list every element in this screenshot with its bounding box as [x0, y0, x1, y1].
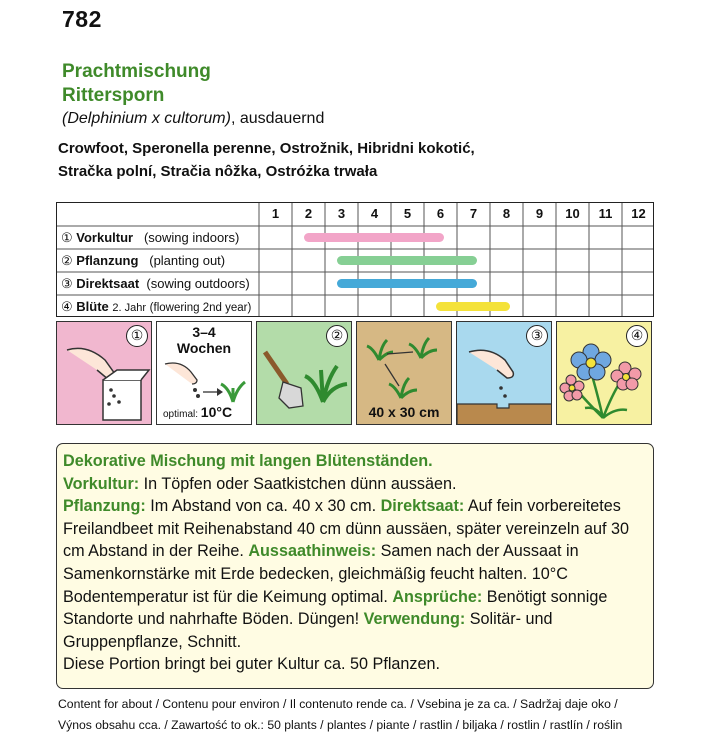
pictogram-germination [156, 321, 252, 425]
optimal-temperature [163, 404, 232, 420]
row-pflanzung [61, 253, 225, 269]
pictogram-flowering [556, 321, 652, 425]
month-11: 11 [598, 206, 613, 221]
label-direktsaat: Direktsaat: [380, 497, 465, 516]
badge-3: ③ [526, 325, 548, 347]
description-headline: Dekorative Mischung mit langen Blütenständen. [63, 452, 433, 470]
temperature-value: 10°C [200, 404, 233, 420]
pictogram-row [56, 321, 654, 425]
bar-bluete [436, 302, 510, 311]
bar-vorkultur [304, 233, 444, 242]
title-line-2: Rittersporn [62, 85, 165, 106]
bar-pflanzung [337, 256, 477, 265]
month-9: 9 [535, 206, 544, 221]
row-vorkultur [61, 230, 239, 246]
label-pflanzung: Pflanzung: [63, 497, 146, 516]
common-names-2: Stračka polní, Stračia nôžka, Ostróżka trwała [58, 163, 378, 180]
row-symbol: ② [61, 253, 73, 268]
label-ansprueche: Ansprüche: [392, 587, 483, 606]
text-pflanzung: Im Abstand von ca. 40 x 30 cm. [145, 497, 381, 516]
blue-flower [571, 344, 611, 380]
description-box [56, 443, 654, 689]
row-title: Vorkultur [76, 230, 134, 245]
spacing-value: 40 x 30 cm [368, 404, 440, 420]
sowing-calendar [56, 202, 654, 317]
weeks-label: Wochen [176, 340, 232, 356]
row-symbol: ① [61, 230, 73, 245]
badge-1: ① [126, 325, 148, 347]
month-12: 12 [631, 206, 646, 221]
common-names-1: Crowfoot, Speronella perenne, Ostrožnik, Hibridni kokotić, [58, 140, 475, 157]
label-verwendung: Verwendung: [363, 610, 466, 629]
latin-name: (Delphinium x cultorum) [62, 110, 231, 127]
text-verwendung: Solitär- und Gruppenpflanze, Schnitt. [63, 610, 553, 651]
title-line-1: Prachtmischung [62, 61, 211, 82]
month-6: 6 [436, 206, 445, 221]
optimal-label: optimal: [163, 409, 199, 420]
pictogram-planting-out [256, 321, 352, 425]
row-symbol: ③ [61, 276, 73, 291]
row-bluete [61, 299, 251, 315]
pictogram-sowing-indoors [56, 321, 152, 425]
bar-direktsaat [337, 279, 477, 288]
text-direktsaat: Auf fein vorbereitetes Freilandbeet mit Reihenabstand 40 cm dünn aussäen, später vereinzeln auf 30 cm Abstand in der Reihe. [63, 497, 630, 561]
month-5: 5 [403, 206, 412, 221]
row-note: (flowering 2nd year) [149, 302, 252, 314]
text-vorkultur: In Töpfen oder Saatkistchen dünn aussäen. [139, 474, 457, 493]
text-aussaathinweis: Samen nach der Aussaat in Samenkornstärke mit Erde bedecken, gleichmäßig feucht halten. 10°C Bodentemperatur ist für die Keimung optimal. [63, 542, 579, 606]
row-note: (sowing indoors) [143, 230, 240, 245]
text-ansprueche: Benötigt sonnige Standorte und nahrhafte Böden. Düngen! [63, 587, 608, 629]
pictogram-sowing-outdoors [456, 321, 552, 425]
product-number: 782 [62, 6, 102, 32]
month-1: 1 [271, 206, 280, 221]
row-title: Blüte [76, 299, 109, 314]
pictogram-spacing [356, 321, 452, 425]
weeks-number: 3–4 [192, 324, 216, 340]
badge-2: ② [326, 325, 348, 347]
portion-text: Diese Portion bringt bei guter Kultur ca. 50 Pflanzen. [63, 655, 441, 674]
latin-name-line [62, 110, 324, 128]
month-2: 2 [304, 206, 313, 221]
row-note-prefix: 2. Jahr [112, 302, 147, 314]
month-8: 8 [502, 206, 511, 221]
label-aussaathinweis: Aussaathinweis: [248, 542, 377, 561]
month-3: 3 [337, 206, 346, 221]
row-title: Direktsaat [76, 276, 140, 291]
footer-line-1: Content for about / Contenu pour environ / Il contenuto rende ca. / Vsebina je za ca. / Sadržaj daje oko / [58, 697, 618, 711]
label-vorkultur: Vorkultur: [63, 474, 140, 493]
row-note: (planting out) [149, 253, 226, 268]
month-7: 7 [469, 206, 478, 221]
row-symbol: ④ [61, 299, 73, 314]
month-10: 10 [565, 206, 580, 221]
footer-line-2: Výnos obsahu cca. / Zawartość to ok.: 50 plants / plantes / piante / rastlin / biljaka / rostlin / rastlín / roślin [58, 718, 623, 732]
row-direktsaat [61, 276, 250, 292]
month-4: 4 [370, 206, 379, 221]
row-note: (sowing outdoors) [146, 276, 250, 291]
latin-suffix: , ausdauernd [230, 110, 325, 127]
badge-4: ④ [626, 325, 648, 347]
row-title: Pflanzung [76, 253, 139, 268]
pink-flower-right [611, 362, 641, 390]
